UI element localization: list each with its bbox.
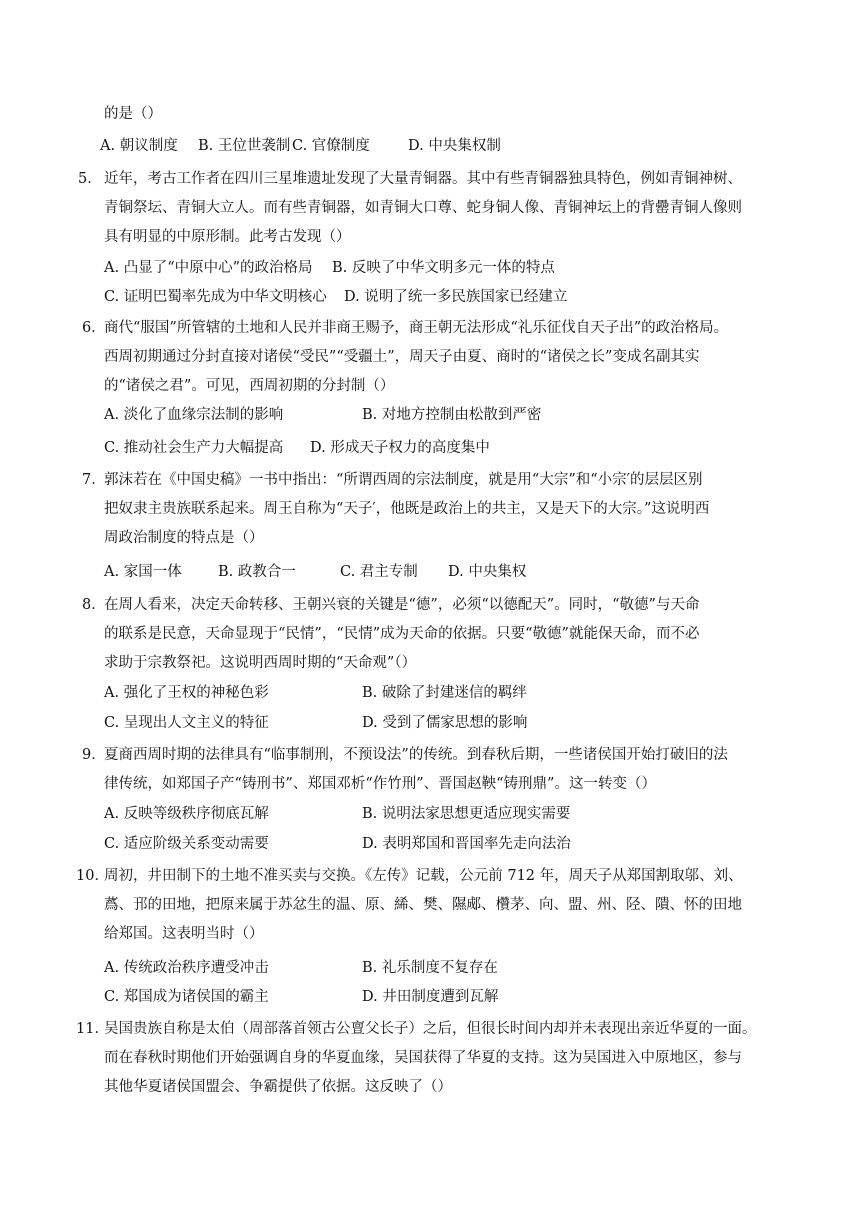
- option-b: B. 破除了封建迷信的羁绊: [362, 685, 527, 701]
- question-6-line-3: 的“诸侯之君”。可见，西周初期的分封制（）: [104, 378, 395, 394]
- option-d: D. 中央集权: [448, 564, 527, 580]
- question-7-line-3: 周政治制度的特点是（）: [104, 530, 264, 546]
- option-b: B. 政教合一: [218, 564, 296, 580]
- question-8-number: 8．: [82, 597, 106, 613]
- option-c: C. 呈现出人文主义的特征: [104, 715, 269, 731]
- question-5-line-1: 近年，考古工作者在四川三星堆遗址发现了大量青铜器。其中有些青铜器独具特色，例如青铜神树、: [104, 171, 742, 187]
- option-c: C. 官僚制度: [292, 138, 370, 154]
- question-6-number: 6．: [82, 320, 106, 336]
- question-11-line-2: 而在春秋时期他们开始强调自身的华夏血缘，吴国获得了华夏的支持。这为吴国进入中原地区，参与: [104, 1050, 742, 1066]
- option-d: D. 受到了儒家思想的影响: [362, 715, 528, 731]
- question-10-number: 10．: [76, 868, 109, 884]
- option-a: A. 凸显了“中原中心”的政治格局: [104, 260, 313, 276]
- question-9-number: 9．: [82, 747, 106, 763]
- question-4-stem-end: 的是（）: [104, 106, 162, 122]
- question-8-line-1: 在周人看来，决定天命转移、王朝兴衰的关键是“德”，必须“以德配天”。同时，“敬德”与天命: [104, 597, 700, 613]
- option-a: A. 传统政治秩序遭受冲击: [104, 960, 269, 976]
- question-7-line-2: 把奴隶主贵族联系起来。周王自称为“天子′，他既是政治上的共主，又是天下的大宗。”这说明西: [104, 501, 710, 517]
- question-11-number: 11．: [76, 1021, 109, 1037]
- question-7-number: 7．: [82, 472, 106, 488]
- option-a: A. 朝议制度: [100, 138, 178, 154]
- option-b: B. 对地方控制由松散到严密: [362, 407, 542, 423]
- question-9-line-2: 律传统，如郑国子产“铸刑书”、郑国邓析“作竹刑”、晋国赵鞅“铸刑鼎”。这一转变（）: [104, 776, 656, 792]
- option-d: D. 形成天子权力的高度集中: [310, 440, 490, 456]
- option-d: D. 表明郑国和晋国率先走向法治: [362, 836, 571, 852]
- option-c: C. 君主专制: [340, 564, 418, 580]
- question-10-line-1: 周初，井田制下的土地不准买卖与交换。《左传》记载，公元前 712 年，周天子从郑国割取邬、刘、: [104, 868, 743, 884]
- question-7-line-1: 郭沫若在《中国史稿》一书中指出：“所谓西周的宗法制度，就是用“大宗”和“小宗′的层层区别: [104, 472, 703, 488]
- question-5-number: 5．: [78, 171, 102, 187]
- option-d: D. 说明了统一多民族国家已经建立: [344, 289, 568, 305]
- option-b: B. 说明法家思想更适应现实需要: [362, 806, 571, 822]
- option-b: B. 礼乐制度不复存在: [362, 960, 498, 976]
- option-a: A. 强化了王权的神秘色彩: [104, 685, 269, 701]
- option-b: B. 反映了中华文明多元一体的特点: [332, 260, 555, 276]
- question-8-line-3: 求助于宗教祭祀。这说明西周时期的“天命观”（）: [104, 655, 417, 671]
- question-6-line-1: 商代“服国”所管辖的土地和人民并非商王赐予，商王朝无法形成“礼乐征伐自天子出”的政治格局。: [104, 320, 729, 336]
- option-a: A. 反映等级秩序彻底瓦解: [104, 806, 269, 822]
- option-d: D. 中央集权制: [408, 138, 501, 154]
- question-5-line-2: 青铜祭坛、青铜大立人。而有些青铜器，如青铜大口尊、蛇身铜人像、青铜神坛上的背罍青铜人像则: [104, 200, 742, 216]
- question-8-line-2: 的联系是民意，天命显现于“民情”，“民情”成为天命的依据。只要“敬德”就能保天命，而不必: [104, 626, 700, 642]
- option-c: C. 郑国成为诸侯国的霸主: [104, 989, 269, 1005]
- option-a: A. 淡化了血缘宗法制的影响: [104, 407, 284, 423]
- option-b: B. 王位世袭制: [198, 138, 291, 154]
- question-10-line-3: 给郑国。这表明当时（）: [104, 926, 264, 942]
- option-d: D. 井田制度遭到瓦解: [362, 989, 499, 1005]
- question-5-line-3: 具有明显的中原形制。此考古发现（）: [104, 229, 351, 245]
- question-9-line-1: 夏商西周时期的法律具有“临事制刑，不预设法”的传统。到春秋后期，一些诸侯国开始打破旧的法: [104, 747, 728, 763]
- question-11-line-3: 其他华夏诸侯国盟会、争霸提供了依据。这反映了（）: [104, 1079, 452, 1095]
- question-6-line-2: 西周初期通过分封直接对诸侯“受民”“受疆土”，周天子由夏、商时的“诸侯之长”变成名副其实: [104, 349, 700, 365]
- option-a: A. 家国一体: [104, 564, 182, 580]
- question-11-line-1: 吴国贵族自称是太伯（周部落首领古公亶父长子）之后，但很长时间内却并未表现出亲近华夏的一面。: [104, 1021, 757, 1037]
- question-10-line-2: 蔿、邘的田地，把原来属于苏忿生的温、原、絺、樊、隰郕、欑茅、向、盟、州、陉、隤、怀的田地: [104, 897, 742, 913]
- option-c: C. 证明巴蜀率先成为中华文明核心: [104, 289, 327, 305]
- option-c: C. 适应阶级关系变动需要: [104, 836, 269, 852]
- option-c: C. 推动社会生产力大幅提高: [104, 440, 284, 456]
